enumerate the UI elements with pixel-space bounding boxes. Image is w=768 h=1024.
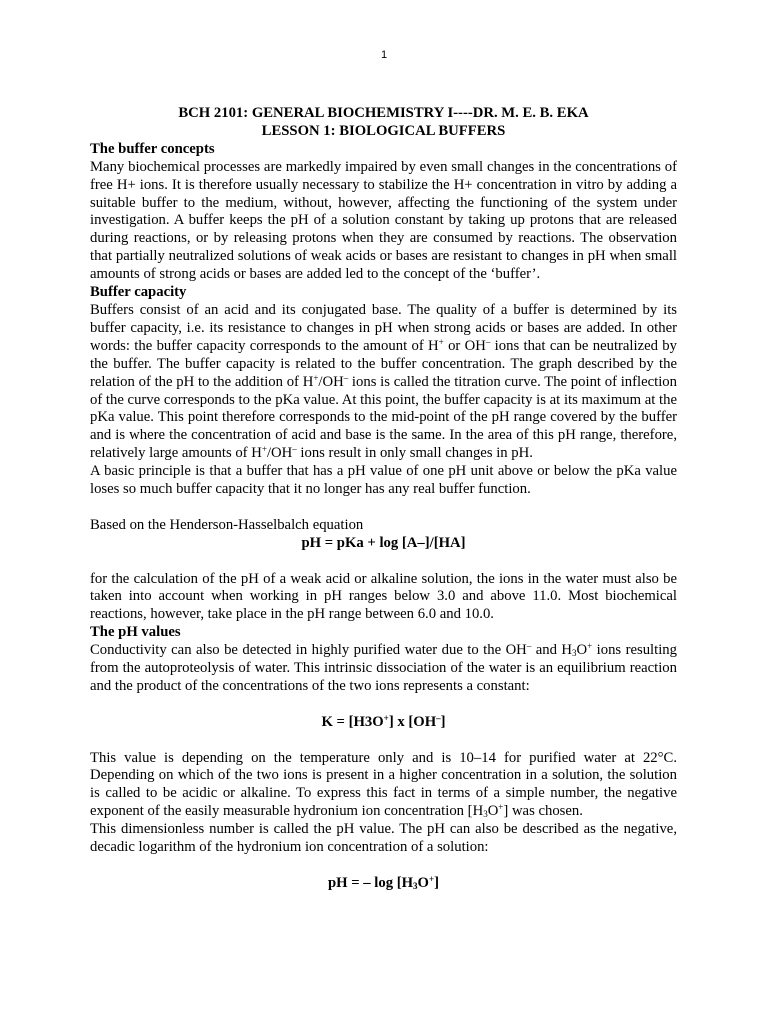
text-run: This value is depending on the temperature only and is 10–14 for purified water at 22°C. Depending on which of the two ions is present in a higher concentration in a solution, the solution is called to be acidic or alkaline. To express this fact in terms of a simple number, the negative exponent of the easily measurable hydronium ion concentration [H bbox=[90, 749, 677, 820]
paragraph-ph-ranges: for the calculation of the pH of a weak acid or alkaline solution, the ions in the water must also be taken into account when working in pH ranges below 3.0 and above 11.0. Most biochemical reactions, however, take place in the pH range between 6.0 and 10.0. bbox=[90, 570, 677, 623]
text-run: Buffers consist of an acid and its conjugated base. The quality of a buffer is determined by its buffer capacity, i.e. its resistance to changes in pH when strong acids or bases are added. In other words: the buffer capacity corresponds to the amount of H bbox=[90, 301, 677, 354]
blank-line bbox=[90, 857, 677, 875]
text-run: ions resulting from the autoproteolysis of water. This intrinsic dissociation of the water is an equilibrium reaction and the product of the concentrations of the two ions represents a constant: bbox=[90, 642, 677, 694]
text-run: ] bbox=[440, 713, 446, 730]
text-run: ions is called the titration curve. The point of inflection of the curve corresponds to the pKa value. At this point, the buffer capacity is at its maximum at the pKa value. This point therefore corresponds to the mid-point of the pH range covered by the buffer and is where the concentration of acid and base is the same. In the area of this pH range, therefore, relatively large amounts of H bbox=[90, 373, 677, 462]
superscript-minus: – bbox=[343, 372, 349, 383]
paragraph-buffer-concepts: Many biochemical processes are markedly impaired by even small changes in the concentrations of free H+ ions. It is therefore usually necessary to stabilize the H+ concentration in vitro by adding a suitable buffer to the medium, without, however, affecting the functioning of the system under investigation. A buffer keeps the pH of a solution constant by taking up protons that are released during reactions, or by releasing protons when they are consumed by reactions. The observation that partially neutralized solutions of weak acids or bases are resistant to changes in pH when small amounts of strong acids or bases are added led to the concept of the ‘buffer’. bbox=[90, 158, 677, 283]
text-run: ] was chosen. bbox=[503, 803, 583, 820]
superscript-minus: – bbox=[485, 336, 491, 347]
text-run: ions result in only small changes in pH. bbox=[296, 445, 533, 462]
blank-line bbox=[90, 499, 677, 517]
subscript-three: 3 bbox=[413, 880, 418, 891]
text-run: O bbox=[487, 803, 499, 820]
superscript-minus: – bbox=[292, 444, 297, 455]
text-run: pH = – log [H bbox=[327, 874, 414, 891]
superscript-plus: + bbox=[383, 712, 389, 723]
superscript-minus: – bbox=[526, 641, 532, 652]
superscript-minus: – bbox=[436, 712, 441, 723]
ph-equation bbox=[90, 875, 677, 893]
heading-buffer-capacity: Buffer capacity bbox=[90, 284, 187, 301]
subscript-three: 3 bbox=[483, 809, 488, 820]
superscript-plus: + bbox=[313, 372, 319, 383]
text-run: and H bbox=[531, 642, 573, 659]
superscript-plus: + bbox=[428, 873, 435, 884]
text-run: ] x [OH bbox=[388, 713, 437, 730]
henderson-hasselbalch-equation: pH = pKa + log [A–]/[HA] bbox=[301, 534, 466, 551]
heading-ph-values: The pH values bbox=[90, 624, 181, 641]
henderson-hasselbalch-intro: Based on the Henderson-Hasselbalch equation bbox=[90, 516, 364, 533]
heading-buffer-concepts: The buffer concepts bbox=[90, 140, 215, 157]
text-run: /OH bbox=[318, 373, 344, 390]
water-constant-equation bbox=[90, 714, 677, 732]
superscript-plus: + bbox=[587, 641, 593, 652]
paragraph-buffer-principle: A basic principle is that a buffer that has a pH value of one pH unit above or below the pKa value loses so much buffer capacity that it no longer has any real buffer function. bbox=[90, 463, 677, 498]
text-run: ] bbox=[434, 874, 440, 891]
text-run: K = [H3O bbox=[321, 713, 384, 730]
subscript-three: 3 bbox=[572, 648, 577, 659]
lesson-title: LESSON 1: BIOLOGICAL BUFFERS bbox=[261, 122, 506, 139]
text-run: Conductivity can also be detected in highly purified water due to the OH bbox=[90, 642, 527, 659]
blank-line bbox=[90, 696, 677, 714]
text-run: ions that can be neutralized by the buffer. The buffer capacity is related to the buffer concentration. The graph described by the relation of the pH to the addition of H bbox=[90, 337, 677, 390]
text-run: or OH bbox=[443, 337, 486, 354]
course-title: BCH 2101: GENERAL BIOCHEMISTRY I----DR. M. E. B. EKA bbox=[178, 105, 589, 121]
superscript-plus: + bbox=[438, 336, 444, 347]
text-run: O bbox=[576, 642, 588, 659]
page-number: 1 bbox=[380, 49, 388, 61]
blank-line bbox=[90, 732, 677, 750]
document-body bbox=[90, 105, 677, 893]
paragraph-conductivity bbox=[90, 642, 677, 696]
superscript-plus: + bbox=[498, 802, 504, 813]
paragraph-temperature bbox=[90, 750, 677, 822]
paragraph-ph-definition: This dimensionless number is called the pH value. The pH can also be described as the negative, decadic logarithm of the hydronium ion concentration of a solution: bbox=[90, 821, 677, 856]
superscript-plus: + bbox=[261, 444, 267, 455]
text-run: O bbox=[417, 874, 429, 891]
paragraph-buffer-capacity bbox=[90, 302, 677, 463]
blank-line bbox=[90, 553, 677, 571]
text-run: /OH bbox=[266, 445, 293, 462]
